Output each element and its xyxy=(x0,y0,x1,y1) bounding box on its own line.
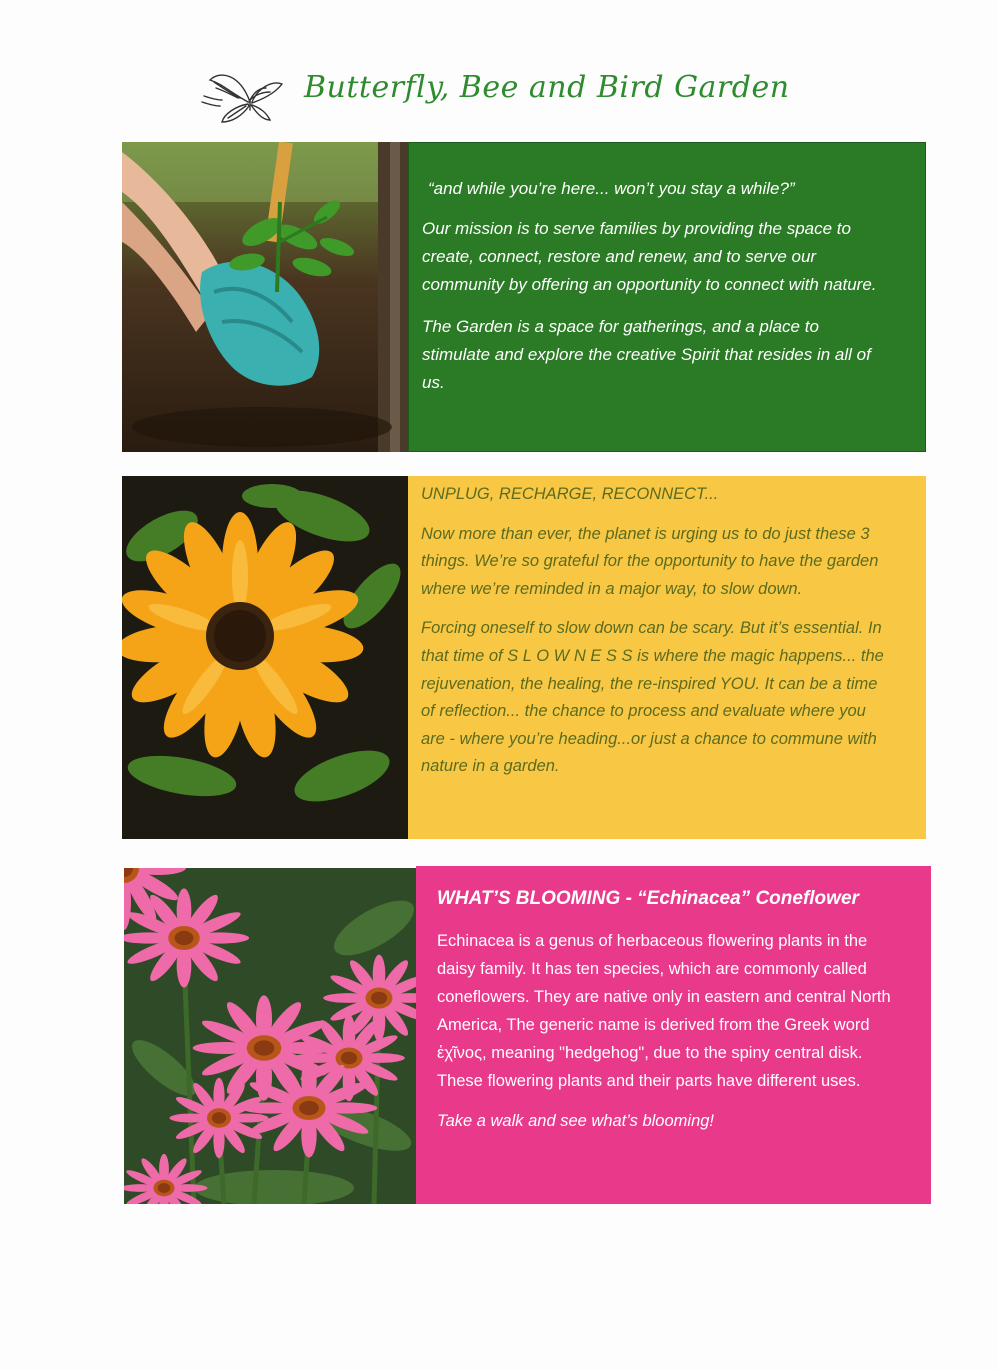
orange-flower-photo xyxy=(122,476,408,839)
echinacea-description: Echinacea is a genus of herbaceous flowering plants in the daisy family. It has ten species, which are commonly called coneflowers. They are native only in eastern and central North America, The generic name is derived from the Greek word ἐχῖνος, meaning "hedgehog", due to the spiny central disk. These flowering plants and their parts have different uses. xyxy=(437,932,891,1090)
garden-description: The Garden is a space for gatherings, and a place to stimulate and explore the creative Spirit that resides in all of us. xyxy=(422,317,871,392)
unplug-paragraph-1: Now more than ever, the planet is urging us to do just these 3 things. We’re so grateful for the opportunity to have the garden where we’re reminded in a major way, to slow down. xyxy=(421,524,879,598)
whats-blooming-panel xyxy=(416,866,931,1204)
welcome-quote: “and while you’re here... won’t you stay a while?” xyxy=(428,179,795,198)
gloved-hands-planting-photo xyxy=(122,142,408,452)
header xyxy=(200,62,800,132)
pink-coneflowers-photo xyxy=(124,868,416,1204)
butterfly-logo-icon xyxy=(200,62,300,126)
page-title: Butterfly, Bee and Bird Garden xyxy=(304,70,790,105)
unplug-heading: UNPLUG, RECHARGE, RECONNECT... xyxy=(421,485,719,503)
mission-statement: Our mission is to serve families by providing the space to create, connect, restore and renew, and to serve our community by offering an opportunity to connect with nature. xyxy=(422,219,877,294)
mission-panel xyxy=(408,142,926,452)
unplug-panel xyxy=(408,476,926,839)
whats-blooming-heading: WHAT’S BLOOMING - “Echinacea” Coneflower xyxy=(437,888,859,909)
closing-line: Take a walk and see what’s blooming! xyxy=(437,1112,715,1130)
unplug-paragraph-2: Forcing oneself to slow down can be scary. But it’s essential. In that time of S L O W N E S S is where the magic happens... the rejuvenation, the healing, the re-inspired YOU. It can be a time of reflection... the chance to process and evaluate where you are - where you’re heading...or just a chance to commune with nature in a garden. xyxy=(421,619,884,776)
